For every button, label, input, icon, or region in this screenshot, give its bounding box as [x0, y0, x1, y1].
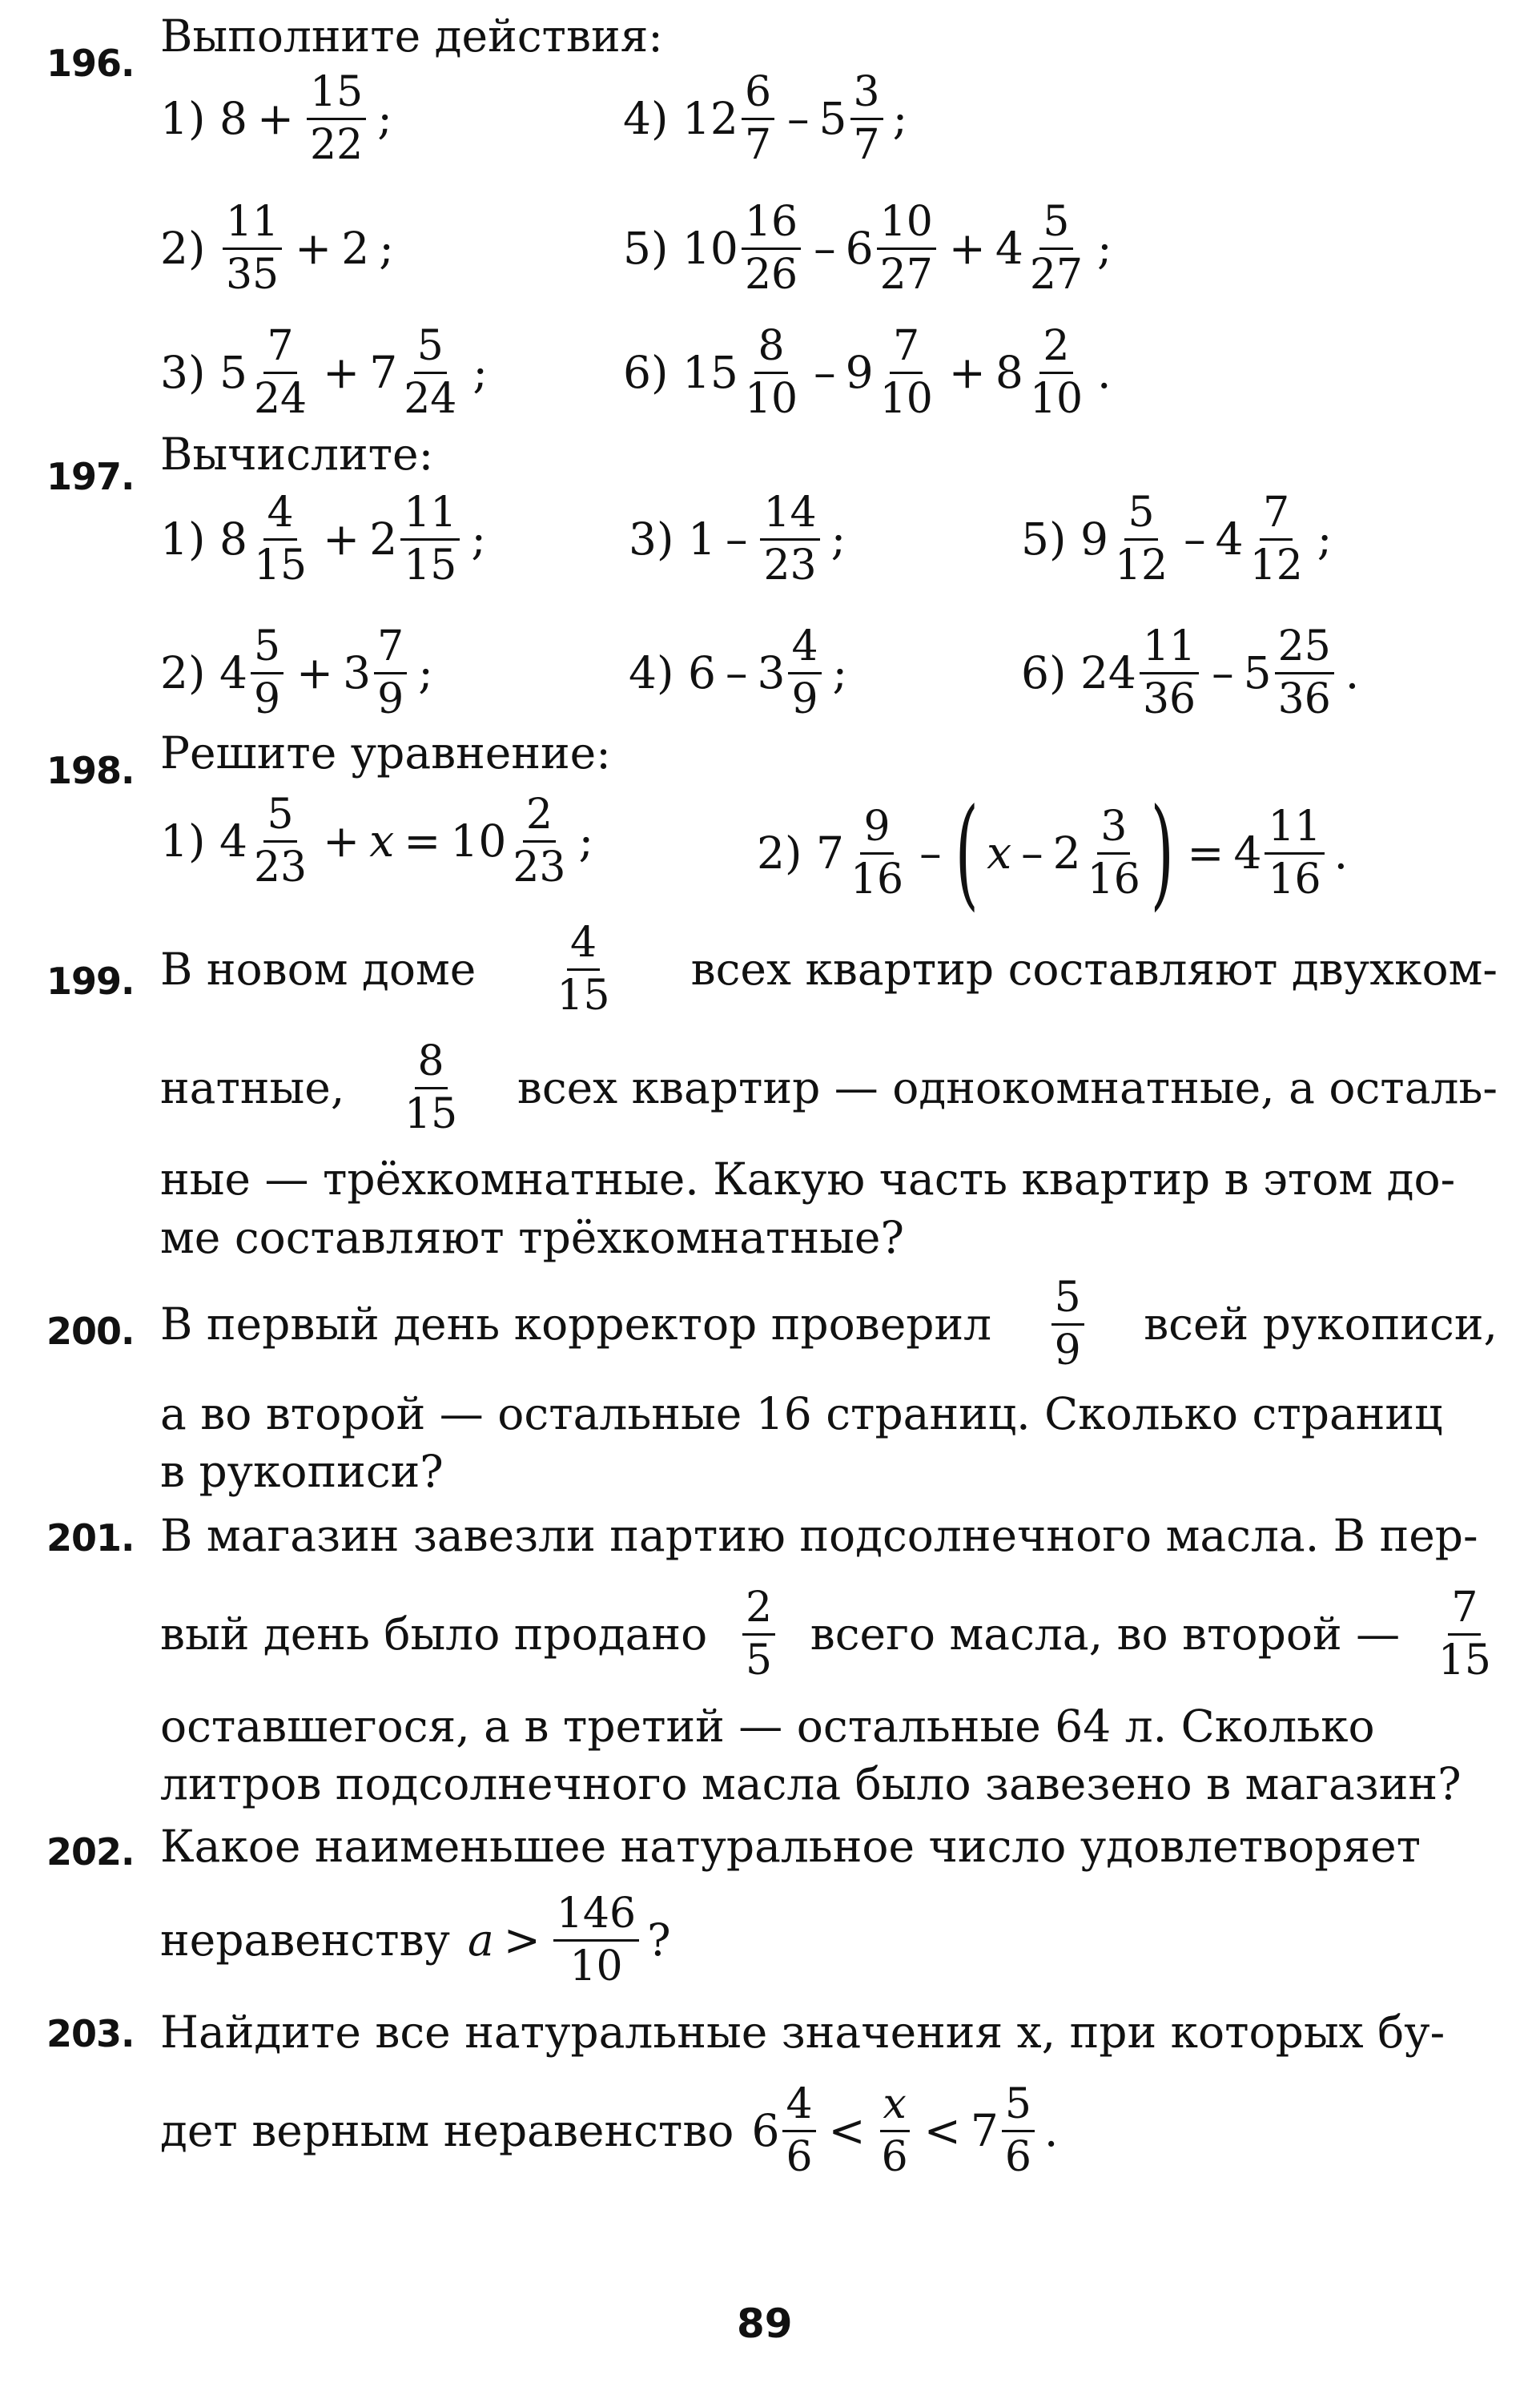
fraction: $\frac{7}{12}$ — [1249, 489, 1303, 590]
fraction: $\frac{2}{23}$ — [513, 791, 566, 892]
problem-text-line: В новом доме $\frac{4}{15}$ всех квартир составляют двухком- — [160, 919, 1498, 1020]
page-number: 89 — [737, 2300, 793, 2347]
fraction: $\frac{25}{36}$ — [1275, 625, 1334, 721]
fraction: $\frac{11}{36}$ — [1140, 625, 1199, 721]
problem-text-line: натные, $\frac{8}{15}$ всех квартир — однокомнатные, а осталь- — [160, 1037, 1498, 1138]
fraction: $\frac{7}{9}$ — [374, 625, 407, 721]
problem-number: 197. — [46, 455, 135, 498]
expression-197-4: 4) 6 – 3 $\frac{4}{9}$ ; — [629, 622, 848, 723]
problem-text-line: а во второй — остальные 16 страниц. Сколько страниц — [160, 1388, 1443, 1439]
right-parenthesis: ) — [1150, 783, 1174, 923]
fraction: $\frac{7}{24}$ — [253, 322, 308, 423]
fraction: $\frac{146}{10}$ — [553, 1892, 639, 1988]
problem-text-line: дет верным неравенство 6 $\frac{4}{6}$ < $\frac{x}{6}$ < 7 $\frac{5}{6}$ . — [160, 2080, 1059, 2181]
problem-text-line: оставшегося, а в третий — остальные 64 л. Сколько — [160, 1701, 1375, 1752]
problem-title: Решите уравнение: — [160, 727, 611, 779]
fraction: $\frac{15}{22}$ — [307, 70, 366, 167]
problem-text-line: неравенству a > $\frac{146}{10}$ ? — [160, 1890, 671, 1990]
left-parenthesis: ( — [955, 783, 979, 923]
fraction: $\frac{5}{23}$ — [253, 791, 308, 892]
fraction: $\frac{4}{6}$ — [782, 2083, 815, 2179]
fraction: $\frac{5}{24}$ — [404, 322, 457, 423]
expression-197-1: 1) 8 $\frac{4}{15}$ + 2 $\frac{11}{15}$ ; — [160, 489, 486, 590]
problem-number: 201. — [46, 1516, 135, 1560]
fraction: $\frac{7}{15}$ — [1437, 1584, 1491, 1685]
problem-number: 199. — [46, 960, 135, 1003]
expression-197-2: 2) 4 $\frac{5}{9}$ + 3 $\frac{7}{9}$ ; — [160, 622, 433, 723]
fraction: $\frac{4}{15}$ — [253, 489, 308, 590]
expression-197-6: 6) 24 $\frac{11}{36}$ – 5 $\frac{25}{36}$ . — [1021, 622, 1360, 723]
fraction: $\frac{4}{15}$ — [557, 919, 610, 1020]
fraction: $\frac{8}{10}$ — [744, 322, 798, 423]
fraction: $\frac{5}{12}$ — [1114, 489, 1168, 590]
expression-196-1: 1) 8 + $\frac{15}{22}$ ; — [160, 68, 392, 169]
expression-196-4: 4) 12 $\frac{6}{7}$ – 5 $\frac{3}{7}$ ; — [623, 68, 908, 169]
problem-text-line: В магазин завезли партию подсолнечного масла. В пер- — [160, 1510, 1478, 1561]
fraction: $\frac{3}{16}$ — [1087, 802, 1140, 904]
problem-text-line: в рукописи? — [160, 1446, 444, 1497]
expression-197-3: 3) 1 – $\frac{14}{23}$ ; — [629, 489, 846, 590]
fraction: $\frac{5}{9}$ — [251, 625, 283, 721]
problem-number: 196. — [46, 42, 135, 85]
fraction: $\frac{11}{15}$ — [400, 491, 460, 587]
fraction: $\frac{7}{10}$ — [879, 322, 933, 423]
expression-196-2: 2) $\frac{11}{35}$ + 2 ; — [160, 198, 394, 299]
problem-text-line: В первый день корректор проверил $\frac{5}{9}$ всей рукописи, — [160, 1274, 1498, 1375]
fraction: $\frac{9}{16}$ — [850, 802, 904, 904]
fraction: $\frac{14}{23}$ — [760, 491, 819, 587]
fraction: $\frac{5}{9}$ — [1051, 1276, 1084, 1372]
problem-text-line: Найдите все натуральные значения x, при которых бу- — [160, 2007, 1446, 2058]
fraction: $\frac{11}{35}$ — [223, 200, 282, 296]
fraction: $\frac{6}{7}$ — [742, 70, 774, 167]
fraction: $\frac{11}{16}$ — [1265, 805, 1324, 901]
problem-text-line: вый день было продано $\frac{2}{5}$ всего масла, во второй — $\frac{7}{15}$ — [160, 1586, 1498, 1682]
fraction: $\frac{x}{6}$ — [879, 2083, 911, 2179]
fraction: $\frac{16}{26}$ — [742, 200, 801, 296]
fraction: $\frac{2}{5}$ — [742, 1586, 775, 1682]
problem-text-line: Какое наименьшее натуральное число удовлетворяет — [160, 1821, 1421, 1872]
expression-196-3: 3) 5 $\frac{7}{24}$ + 7 $\frac{5}{24}$ ; — [160, 322, 488, 423]
expression-198-1: 1) 4 $\frac{5}{23}$ + x = 10 $\frac{2}{23}$ ; — [160, 791, 594, 892]
fraction: $\frac{5}{6}$ — [1002, 2083, 1035, 2179]
problem-text-line: ные — трёхкомнатные. Какую часть квартир в этом до- — [160, 1153, 1456, 1205]
problem-number: 198. — [46, 749, 135, 792]
problem-text-line: ме составляют трёхкомнатные? — [160, 1212, 904, 1263]
problem-title: Вычислите: — [160, 429, 434, 480]
fraction: $\frac{10}{27}$ — [877, 200, 936, 296]
fraction: $\frac{2}{10}$ — [1029, 322, 1084, 423]
problem-title: Выполните действия: — [160, 10, 663, 62]
fraction: $\frac{3}{7}$ — [850, 70, 883, 167]
expression-198-2: 2) 7 $\frac{9}{16}$ – ( x – 2 $\frac{3}{16}$ ) = 4 $\frac{11}{16}$ . — [757, 783, 1349, 923]
fraction: $\frac{4}{9}$ — [788, 625, 821, 721]
problem-text-line: литров подсолнечного масла было завезено в магазин? — [160, 1758, 1462, 1809]
problem-number: 200. — [46, 1310, 135, 1353]
problem-number: 203. — [46, 2012, 135, 2055]
expression-197-5: 5) 9 $\frac{5}{12}$ – 4 $\frac{7}{12}$ ; — [1021, 489, 1333, 590]
fraction: $\frac{5}{27}$ — [1029, 198, 1084, 299]
fraction: $\frac{8}{15}$ — [404, 1037, 458, 1138]
expression-196-5: 5) 10 $\frac{16}{26}$ – 6 $\frac{10}{27}$ + 4 $\frac{5}{27}$ ; — [623, 198, 1112, 299]
expression-196-6: 6) 15 $\frac{8}{10}$ – 9 $\frac{7}{10}$ + 8 $\frac{2}{10}$ . — [623, 322, 1112, 423]
problem-number: 202. — [46, 1830, 135, 1874]
